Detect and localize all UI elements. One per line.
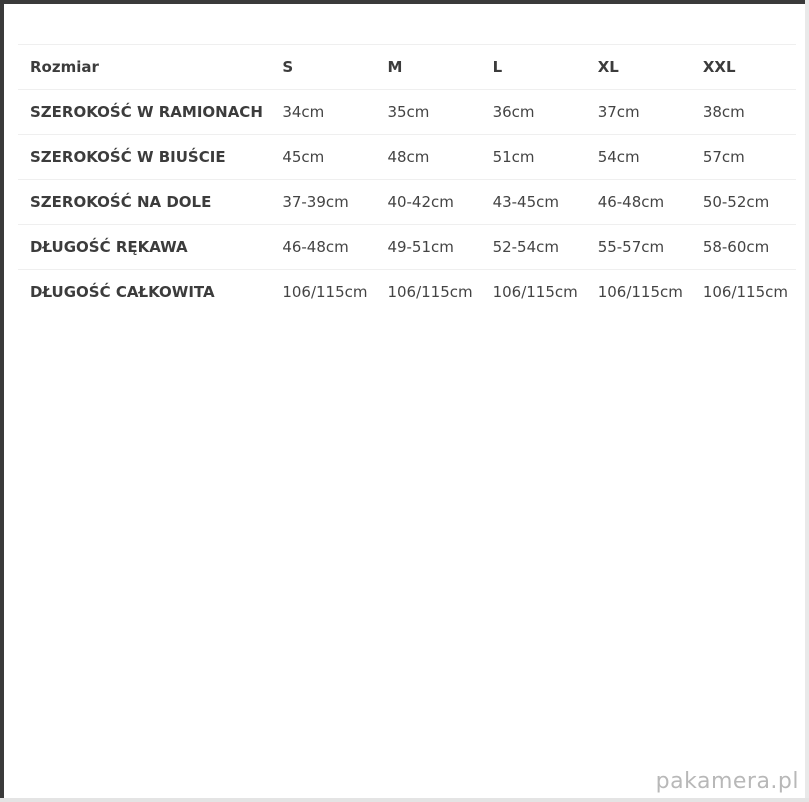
table-cell: 38cm: [702, 103, 745, 121]
table-cell: 58-60cm: [702, 238, 770, 256]
header-size-l: L: [492, 58, 503, 76]
table-cell: 49-51cm: [387, 238, 454, 256]
header-size-s: S: [282, 58, 294, 76]
header-size-xxl: XXL: [702, 58, 736, 76]
row-label: SZEROKOŚĆ W BIUŚCIE: [30, 148, 226, 166]
table-cell: 40-42cm: [387, 193, 454, 211]
table-cell: 51cm: [492, 148, 535, 166]
table-cell: 35cm: [387, 103, 430, 121]
table-cell: 46-48cm: [282, 238, 349, 256]
table-cell: 106/115cm: [702, 283, 788, 301]
table-row: [18, 90, 796, 135]
table-cell: 45cm: [282, 148, 325, 166]
table-cell: 36cm: [492, 103, 535, 121]
table-cell: 106/115cm: [597, 283, 683, 301]
pakamera-watermark: pakamera.pl: [655, 769, 799, 794]
table-cell: 55-57cm: [597, 238, 665, 256]
header-size-xl: XL: [597, 58, 619, 76]
table-cell: 37-39cm: [282, 193, 349, 211]
table-cell: 106/115cm: [282, 283, 368, 301]
table-row: [18, 180, 796, 225]
table-cell: 34cm: [282, 103, 325, 121]
table-cell: 52-54cm: [492, 238, 560, 256]
table-cell: 37cm: [597, 103, 640, 121]
row-label: DŁUGOŚĆ RĘKAWA: [30, 238, 188, 256]
header-size-m: M: [387, 58, 403, 76]
header-size-label: Rozmiar: [30, 58, 99, 76]
table-cell: 48cm: [387, 148, 430, 166]
row-label: DŁUGOŚĆ CAŁKOWITA: [30, 283, 215, 301]
table-cell: 106/115cm: [387, 283, 473, 301]
table-cell: 57cm: [702, 148, 745, 166]
table-cell: 43-45cm: [492, 193, 560, 211]
row-label: SZEROKOŚĆ NA DOLE: [30, 193, 212, 211]
right-edge-strip: [805, 0, 809, 802]
row-label: SZEROKOŚĆ W RAMIONACH: [30, 103, 263, 121]
table-cell: 106/115cm: [492, 283, 578, 301]
table-cell: 50-52cm: [702, 193, 770, 211]
table-row: [18, 270, 796, 315]
table-row: [18, 225, 796, 270]
size-chart-table: [18, 44, 796, 314]
table-cell: 46-48cm: [597, 193, 665, 211]
bottom-edge-strip: [0, 798, 809, 802]
table-row: [18, 135, 796, 180]
table-cell: 54cm: [597, 148, 640, 166]
table-header-row: [18, 45, 796, 90]
